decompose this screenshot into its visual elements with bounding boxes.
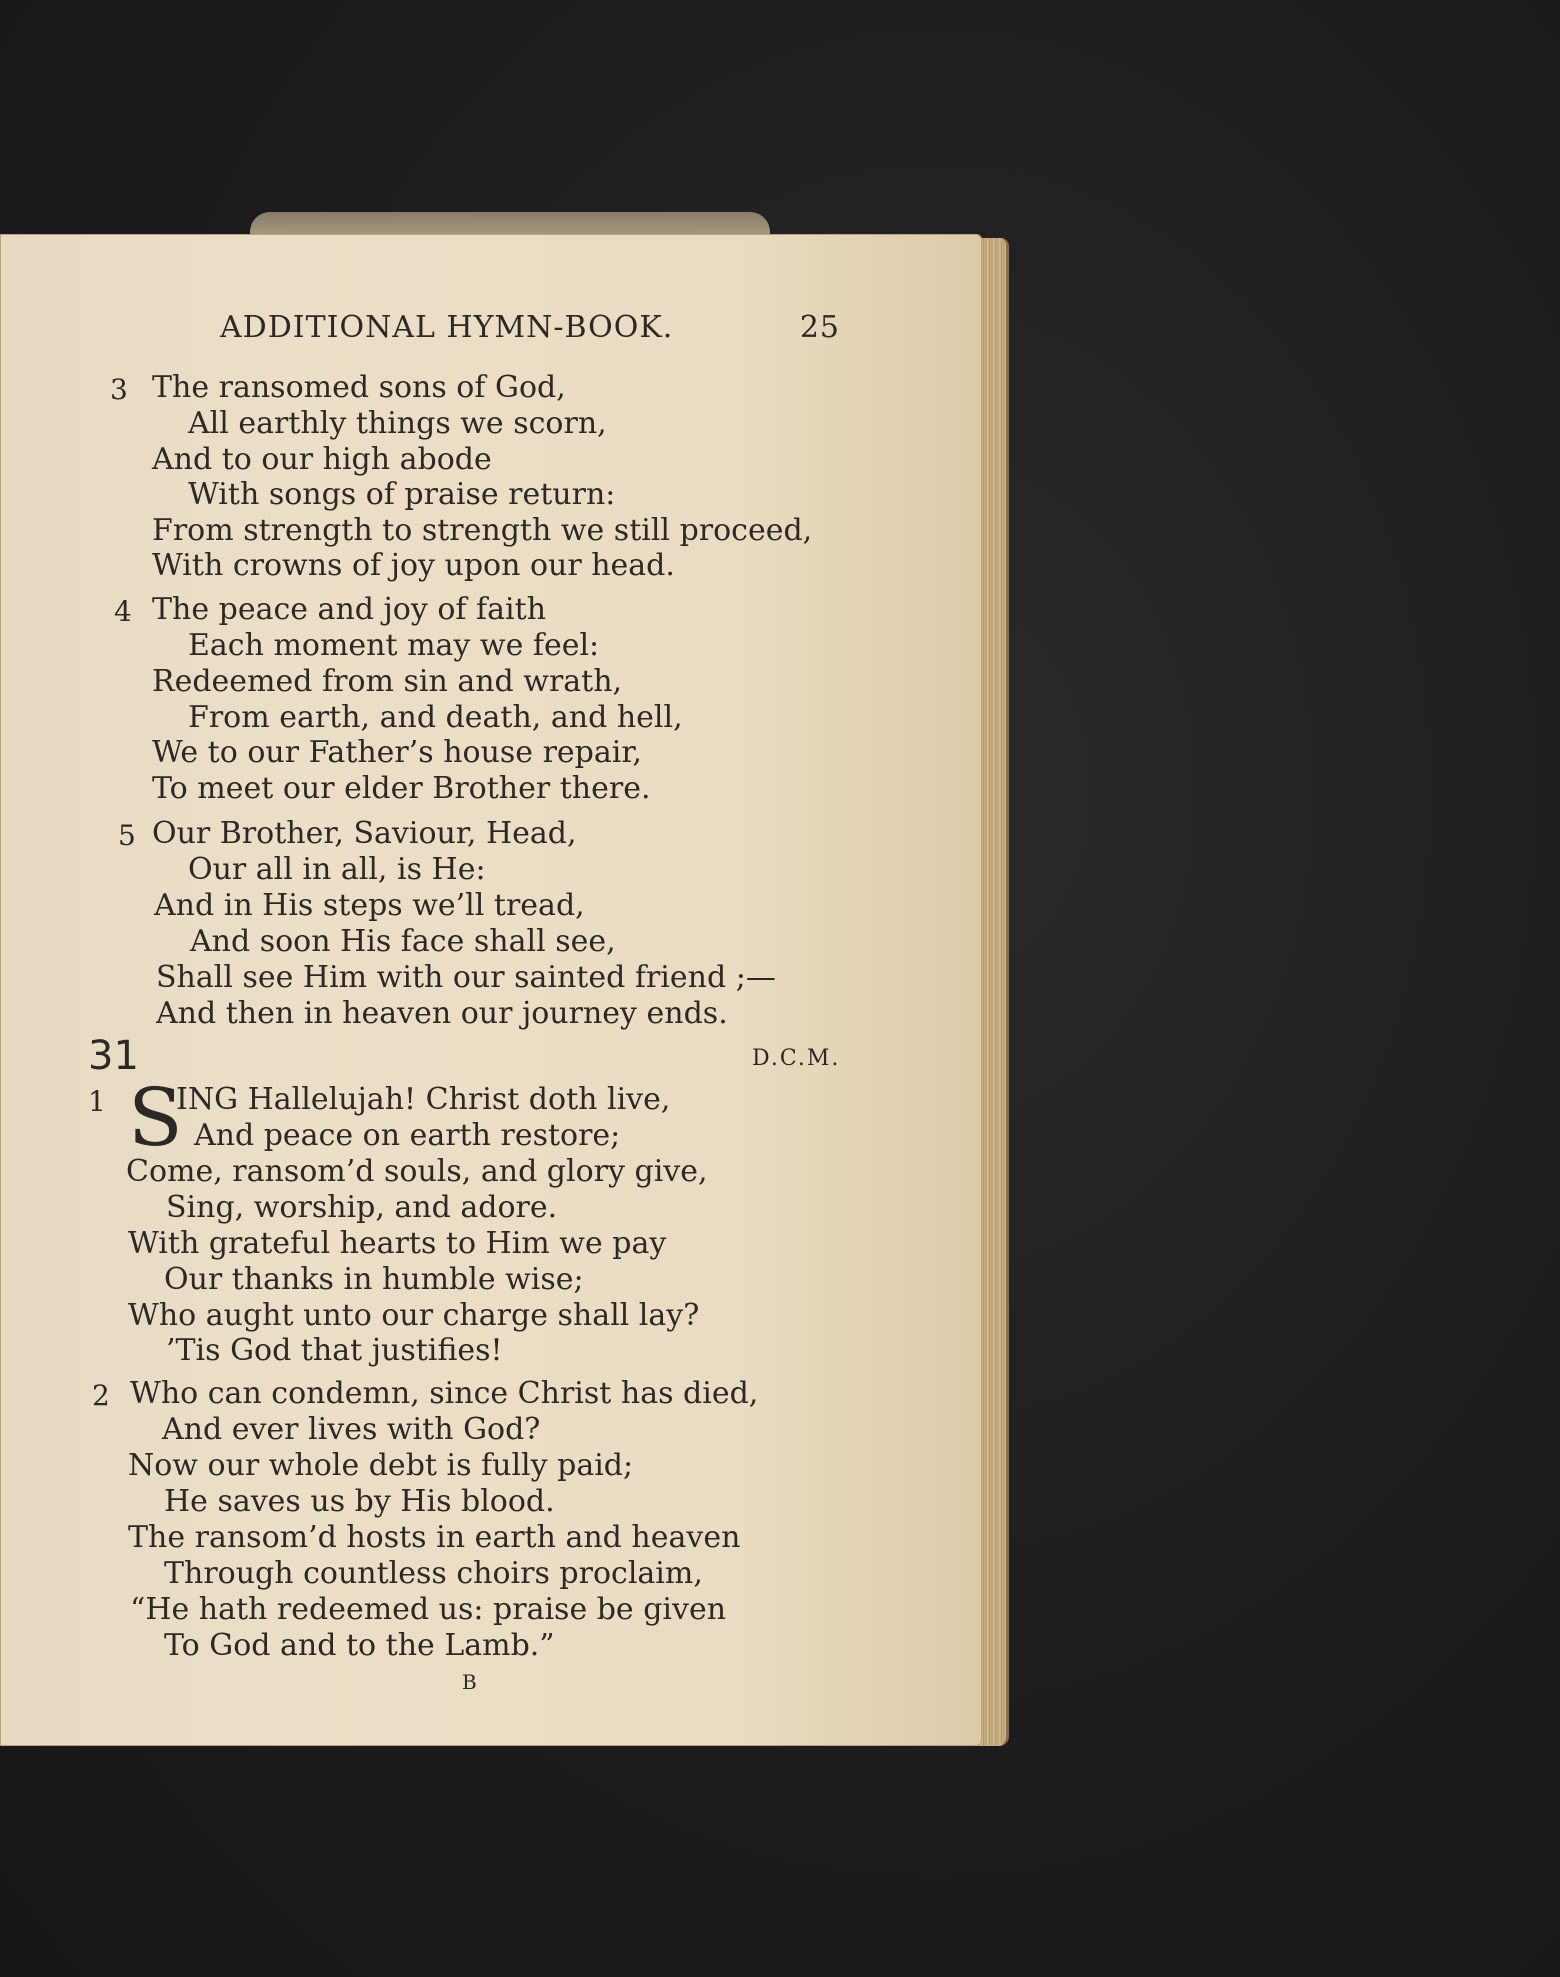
verse-line: “He hath redeemed us: praise be given bbox=[130, 1592, 727, 1627]
verse-line: With crowns of joy upon our head. bbox=[152, 548, 675, 583]
verse-line: All earthly things we scorn, bbox=[188, 406, 607, 441]
drop-cap: S bbox=[128, 1071, 183, 1164]
verse-line: ’Tis God that justifies! bbox=[166, 1333, 503, 1368]
page-text bbox=[0, 234, 982, 1746]
verse-line: Our thanks in humble wise; bbox=[164, 1262, 584, 1297]
verse-line: And peace on earth restore; bbox=[194, 1118, 621, 1153]
header-title: ADDITIONAL HYMN-BOOK. bbox=[220, 310, 674, 345]
signature-mark: B bbox=[462, 1670, 477, 1694]
verse-number: 5 bbox=[118, 819, 136, 852]
verse-line: With grateful hearts to Him we pay bbox=[128, 1226, 667, 1261]
verse-line: From earth, and death, and hell, bbox=[188, 700, 683, 735]
verse-line: Through countless choirs proclaim, bbox=[164, 1556, 703, 1591]
verse-line: Who aught unto our charge shall lay? bbox=[128, 1298, 700, 1333]
verse-line: Our all in all, is He: bbox=[188, 852, 486, 887]
verse-number: 1 bbox=[88, 1085, 106, 1118]
verse-line: And then in heaven our journey ends. bbox=[156, 996, 728, 1031]
verse-line: Sing, worship, and adore. bbox=[166, 1190, 558, 1225]
verse-number: 4 bbox=[114, 595, 132, 628]
verse-line: From strength to strength we still proceed, bbox=[152, 513, 813, 548]
verse-line: Redeemed from sin and wrath, bbox=[152, 664, 623, 699]
hymn-number: 31 bbox=[88, 1033, 139, 1079]
verse-line: Our Brother, Saviour, Head, bbox=[152, 816, 577, 851]
verse-number: 3 bbox=[110, 373, 128, 406]
verse-line: He saves us by His blood. bbox=[164, 1484, 555, 1519]
verse-line: To meet our elder Brother there. bbox=[152, 771, 651, 806]
verse-line: And to our high abode bbox=[152, 442, 492, 477]
verse-line: Shall see Him with our sainted friend ;— bbox=[156, 960, 776, 995]
verse-line: To God and to the Lamb.” bbox=[164, 1628, 555, 1663]
hymn-meter: D.C.M. bbox=[752, 1046, 841, 1071]
verse-number: 2 bbox=[92, 1379, 110, 1412]
verse-line: With songs of praise return: bbox=[188, 477, 616, 512]
verse-line: Who can condemn, since Christ has died, bbox=[130, 1376, 759, 1411]
verse-line: The ransomed sons of God, bbox=[152, 370, 566, 405]
book-page bbox=[0, 234, 982, 1746]
verse-line: And ever lives with God? bbox=[162, 1412, 541, 1447]
verse-line: The ransom’d hosts in earth and heaven bbox=[128, 1520, 741, 1555]
verse-line: Come, ransom’d souls, and glory give, bbox=[126, 1154, 708, 1189]
verse-line: We to our Father’s house repair, bbox=[152, 735, 642, 770]
verse-line: Each moment may we feel: bbox=[188, 628, 600, 663]
verse-line: And soon His face shall see, bbox=[190, 924, 616, 959]
verse-line: Now our whole debt is fully paid; bbox=[128, 1448, 634, 1483]
page-number: 25 bbox=[799, 310, 840, 345]
verse-line: The peace and joy of faith bbox=[152, 592, 547, 627]
verse-line: And in His steps we’ll tread, bbox=[154, 888, 585, 923]
verse-line: ING Hallelujah! Christ doth live, bbox=[176, 1082, 671, 1117]
